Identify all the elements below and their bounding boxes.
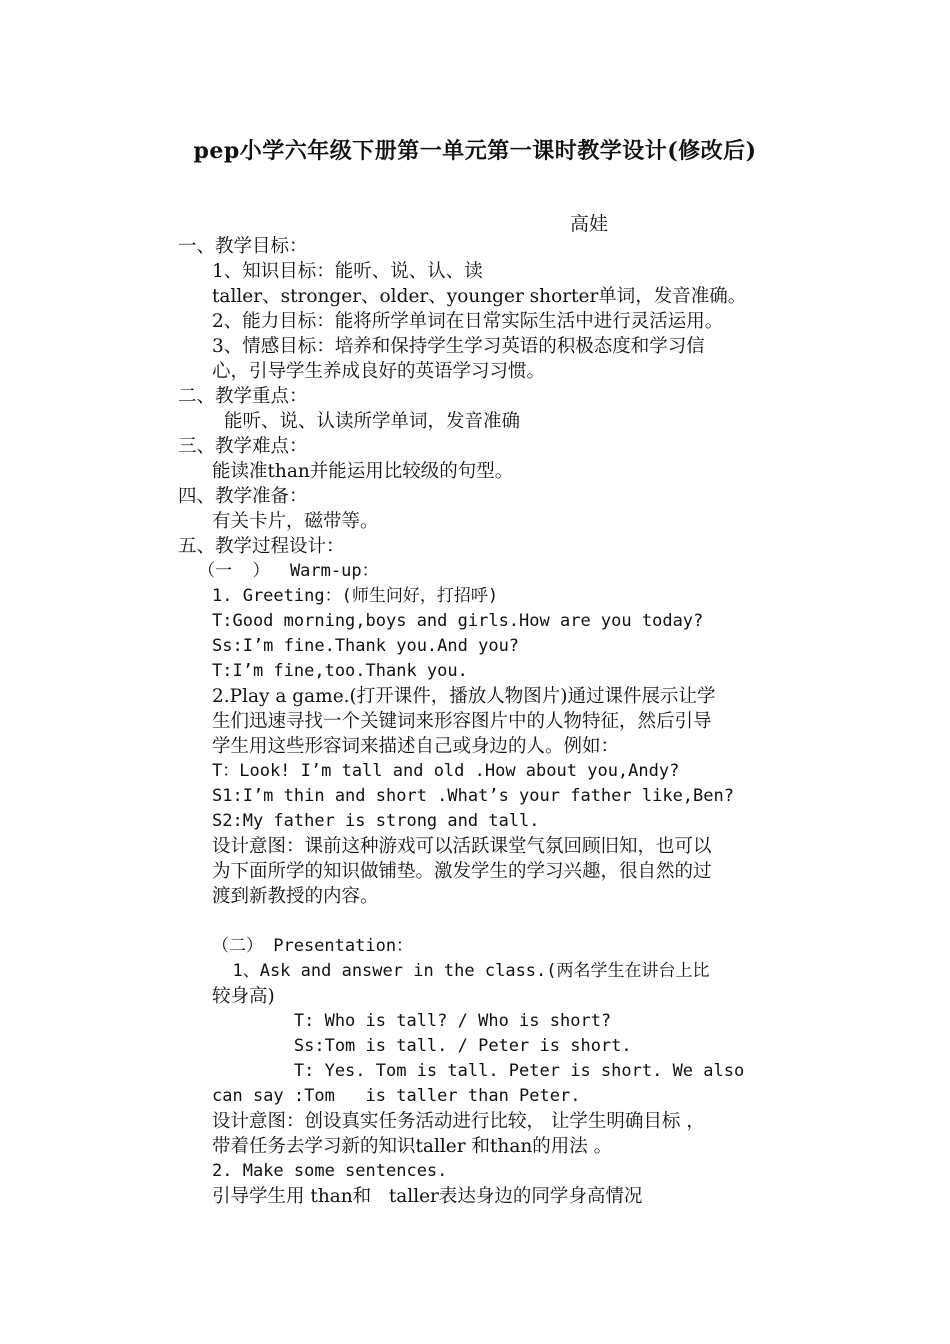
section-heading-process: 五、教学过程设计：: [178, 536, 345, 557]
text-line: Ss:I’m fine.Thank you.And you?: [212, 636, 520, 656]
text-line: 2、能力目标：能将所学单词在日常实际生活中进行灵活运用。: [212, 311, 724, 332]
text-line: 能听、说、认读所学单词，发音准确: [224, 411, 521, 432]
text-line: 设计意图：课前这种游戏可以活跃课堂气氛回顾旧知，也可以: [212, 836, 712, 857]
text-line: T: Who is tall? / Who is short?: [212, 1011, 612, 1031]
text-line: 引导学生用 than和 taller表达身边的同学身高情况: [212, 1186, 643, 1207]
author-name: 高娃: [570, 213, 609, 235]
text-line: 设计意图：创设真实任务活动进行比较， 让学生明确目标 ，: [212, 1111, 705, 1132]
document-title: pep小学六年级下册第一单元第一课时教学设计(修改后): [193, 138, 757, 164]
text-line: T:Good morning,boys and girls.How are you today?: [212, 611, 704, 631]
text-line: can say :Tom is taller than Peter.: [212, 1086, 581, 1106]
text-line: T: Yes. Tom is tall. Peter is short. We also: [212, 1061, 745, 1081]
section-heading-preparation: 四、教学准备：: [178, 486, 308, 507]
text-line: 1. Greeting：(师生问好，打招呼): [212, 586, 499, 606]
section-heading-key-points: 二、教学重点：: [178, 386, 308, 407]
text-line: 1、Ask and answer in the class.(两名学生在讲台上比: [212, 961, 710, 981]
text-line: 能读准than并能运用比较级的句型。: [212, 461, 514, 482]
text-line: 渡到新教授的内容。: [212, 886, 379, 907]
text-line: S1:I’m thin and short .What’s your father like,Ben?: [212, 786, 734, 806]
text-line: 心，引导学生养成良好的英语学习习惯。: [212, 361, 546, 382]
text-line: 带着任务去学习新的知识taller 和than的用法 。: [212, 1136, 613, 1157]
text-line: T：Look! I’m tall and old .How about you,Andy?: [212, 761, 680, 781]
text-line: Ss:Tom is tall. / Peter is short.: [212, 1036, 632, 1056]
text-line: 生们迅速寻找一个关键词来形容图片中的人物特征，然后引导: [212, 711, 712, 732]
subsection-heading-warmup: （一 ） Warm-up：: [198, 561, 379, 581]
subsection-heading-presentation: （二） Presentation：: [212, 936, 414, 956]
text-line: 3、情感目标：培养和保持学生学习英语的积极态度和学习信: [212, 336, 705, 357]
text-line: 为下面所学的知识做铺垫。激发学生的学习兴趣，很自然的过: [212, 861, 712, 882]
text-line: taller、stronger、older、younger shorter单词，发音准确。: [212, 286, 747, 307]
text-line: 2. Make some sentences.: [212, 1161, 448, 1181]
text-line: S2:My father is strong and tall.: [212, 811, 540, 831]
text-line: 有关卡片，磁带等。: [212, 511, 379, 532]
text-line: 学生用这些形容词来描述自己或身边的人。例如：: [212, 736, 620, 757]
text-line: 1、知识目标：能听、说、认、读: [212, 261, 483, 282]
text-line: 2.Play a game.(打开课件，播放人物图片)通过课件展示让学: [212, 686, 716, 707]
text-line: 较身高): [212, 986, 275, 1007]
blank-line: [178, 909, 810, 934]
section-heading-difficulties: 三、教学难点：: [178, 436, 308, 457]
section-heading-objectives: 一、教学目标：: [178, 236, 308, 257]
document-body: [178, 234, 810, 1209]
text-line: T:I’m fine,too.Thank you.: [212, 661, 468, 681]
